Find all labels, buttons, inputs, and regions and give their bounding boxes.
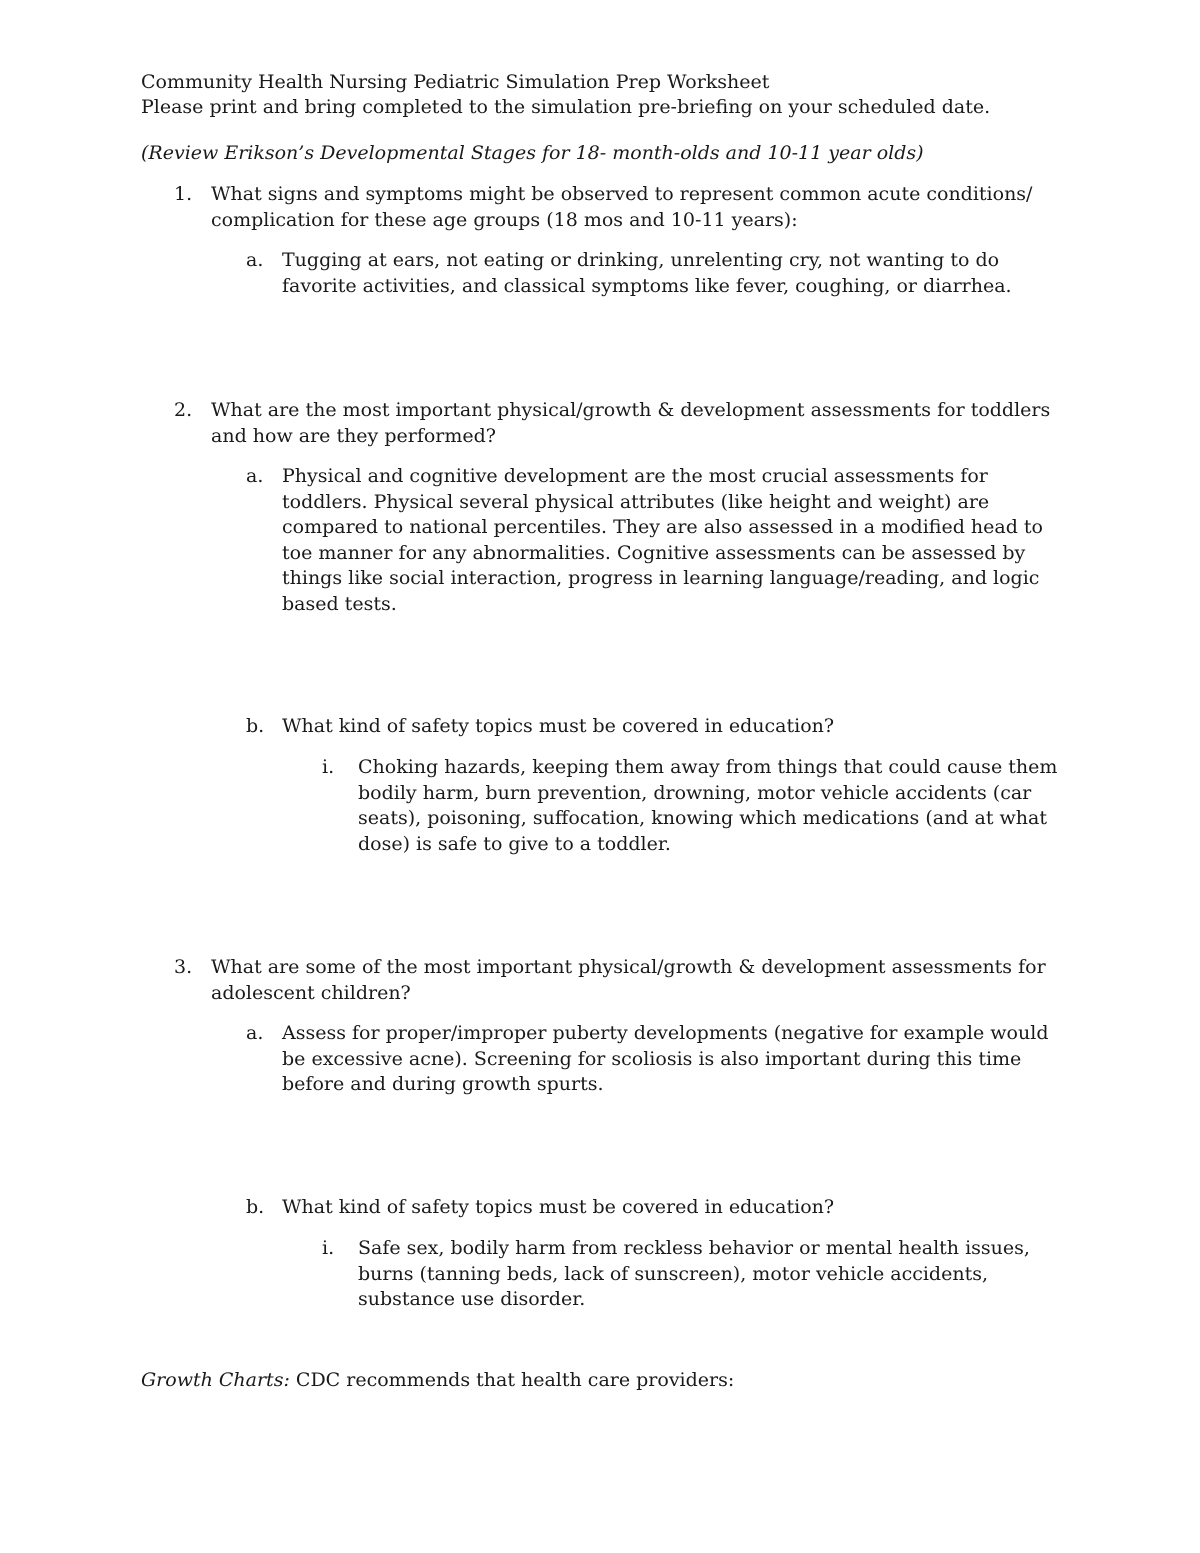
question-number: 2.	[174, 399, 193, 421]
sub-answer-marker: i.	[322, 756, 335, 778]
answer-marker: a.	[246, 1022, 264, 1044]
document-title: Community Health Nursing Pediatric Simulation Prep Worksheet	[141, 71, 770, 93]
answer-marker: a.	[246, 249, 264, 271]
sub-answer-text: Choking hazards, keeping them away from things that could cause them bodily harm, burn prevention, drowning, motor vehicle accidents (car seats), poisoning, suffocation, knowing which medications (and at what dose) is safe to give to a toddler.	[358, 756, 1058, 855]
safety-question-text: What kind of safety topics must be covered in education?	[282, 1196, 835, 1218]
question-text: What are some of the most important physical/growth & development assessments for adolescent children?	[211, 956, 1046, 1004]
safety-question-text: What kind of safety topics must be covered in education?	[282, 715, 835, 737]
answer-text: Tugging at ears, not eating or drinking, unrelenting cry, not wanting to do favorite activities, and classical symptoms like fever, coughing, or diarrhea.	[282, 249, 1012, 297]
sub-answer-text: Safe sex, bodily harm from reckless behavior or mental health issues, burns (tanning beds, lack of sunscreen), motor vehicle accidents, substance use disorder.	[358, 1237, 1030, 1310]
answer-text: Assess for proper/improper puberty developments (negative for example would be excessive acne). Screening for scoliosis is also important during this time before and during growth spurts.	[282, 1022, 1049, 1095]
sub-answer-marker: i.	[322, 1237, 335, 1259]
growth-charts-label: Growth Charts:	[141, 1369, 290, 1391]
growth-charts-text: CDC recommends that health care providers:	[295, 1369, 735, 1391]
question-number: 1.	[174, 183, 193, 205]
answer-marker: b.	[246, 715, 265, 737]
answer-marker: a.	[246, 465, 264, 487]
question-text: What are the most important physical/growth & development assessments for toddlers and how are they performed?	[211, 399, 1051, 447]
instructions-text: Please print and bring completed to the simulation pre-briefing on your scheduled date.	[141, 96, 991, 118]
question-number: 3.	[174, 956, 193, 978]
review-note: (Review Erikson’s Developmental Stages for 18- month-olds and 10-11 year olds)	[141, 142, 924, 164]
question-text: What signs and symptoms might be observed to represent common acute conditions/ complication for these age groups (18 mos and 10-11 years):	[211, 183, 1033, 231]
answer-marker: b.	[246, 1196, 265, 1218]
answer-text: Physical and cognitive development are the most crucial assessments for toddlers. Physical several physical attributes (like height and weight) are compared to national percentiles. They are also assessed in a modified head to toe manner for any abnormalities. Cognitive assessments can be assessed by things like social interaction, progress in learning language/reading, and logic based tests.	[282, 465, 1043, 615]
growth-charts-line	[141, 1368, 1061, 1394]
